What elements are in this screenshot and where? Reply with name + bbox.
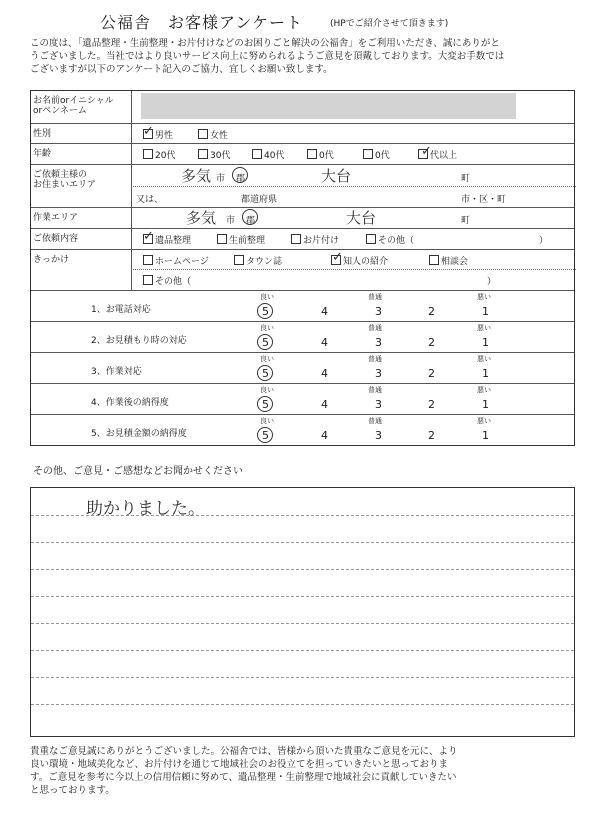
- prefecture-text: 都道府県: [241, 195, 278, 205]
- residence-or-text: 又は、: [136, 195, 164, 205]
- age-option-50s[interactable]: [307, 148, 334, 161]
- residence-city-handwritten: 多気: [181, 167, 212, 185]
- survey-form-table: [30, 90, 575, 446]
- trigger-option-label: 相談会: [441, 257, 469, 267]
- work-area-town-suffix: 町: [461, 216, 471, 226]
- rating-option-1[interactable]: 1: [482, 336, 489, 349]
- residence-label-line: ご依頼主様の: [33, 170, 88, 180]
- rating-question: 5、お見積金額の納得度: [91, 429, 187, 439]
- rating-selected-circle: [257, 427, 273, 443]
- request-label: ご依頼内容: [33, 234, 79, 244]
- trigger-checkbox[interactable]: [143, 275, 153, 285]
- rating-scale-normal: 普通: [368, 293, 382, 301]
- name-label-line: お名前orイニシャル: [33, 96, 114, 106]
- residence-gun-circle: [232, 167, 248, 183]
- rating-scale-good: 良い: [260, 417, 274, 425]
- rating-option-3[interactable]: 3: [375, 367, 382, 380]
- rating-selected-circle: [257, 303, 273, 319]
- request-option-label: 生前整理: [229, 236, 266, 246]
- label-column-divider: [131, 91, 132, 290]
- rating-option-2[interactable]: 2: [428, 398, 435, 411]
- rating-question: 3、作業対応: [91, 367, 142, 377]
- age-option-60s[interactable]: [363, 148, 390, 161]
- rating-question: 4、作業後の納得度: [91, 398, 169, 408]
- name-field-redacted[interactable]: [141, 93, 516, 119]
- closing-line: 貴重なご意見誠にありがとうございました。公福舎では、皆様から頂いた貴重なご意見を元に、より: [30, 746, 458, 757]
- closing-line: す。ご意見を参考に今以上の信用信頼に努めて、遺品整理・生前整理で地域社会に貢献していきたい: [30, 772, 457, 783]
- rating-scale-good: 良い: [260, 293, 274, 301]
- rating-scale-good: 良い: [260, 355, 274, 363]
- rating-option-4[interactable]: 4: [321, 336, 328, 349]
- rating-option-5[interactable]: 5: [262, 429, 269, 442]
- age-checkbox[interactable]: [363, 149, 373, 159]
- rating-scale-normal: 普通: [368, 386, 382, 394]
- rating-row: [31, 385, 574, 414]
- gender-female-option[interactable]: [198, 128, 228, 141]
- residence-town-handwritten: 大台: [321, 167, 352, 185]
- rating-option-4[interactable]: 4: [321, 398, 328, 411]
- rating-option-3[interactable]: 3: [375, 398, 382, 411]
- trigger-checkbox[interactable]: [234, 255, 244, 265]
- trigger-checkbox[interactable]: [143, 255, 153, 265]
- rating-scale-bad: 悪い: [477, 417, 491, 425]
- trigger-other-close: ）: [487, 277, 497, 287]
- opinion-handwritten-text: 助かりました。: [86, 499, 205, 519]
- rating-scale-normal: 普通: [368, 417, 382, 425]
- rating-row: [31, 354, 574, 383]
- rating-question: 2、お見積もり時の対応: [91, 336, 187, 346]
- name-label-line: orペンネーム: [33, 106, 87, 116]
- rating-option-3[interactable]: 3: [375, 305, 382, 318]
- request-option-tidy[interactable]: [291, 233, 339, 246]
- rating-scale-good: 良い: [260, 324, 274, 332]
- rating-row-divider: [31, 414, 574, 415]
- work-area-city-handwritten: 多気: [186, 209, 217, 227]
- intro-text: [30, 37, 590, 76]
- age-option-label: 20代: [155, 151, 176, 161]
- closing-line: 良い環境・地域美化など、お片付けを通じて地域社会のお役立てを担っていきたいと思っておりま: [30, 759, 449, 770]
- residence-city-suffix: 市: [216, 174, 226, 184]
- request-checkbox[interactable]: [291, 234, 301, 244]
- ratings-section: [31, 290, 574, 447]
- residence-label: [33, 170, 96, 190]
- rating-option-3[interactable]: 3: [375, 429, 382, 442]
- work-area-label: 作業エリア: [33, 213, 79, 223]
- work-area-town-handwritten: 大台: [346, 209, 377, 227]
- request-option-label: 遺品整理: [155, 236, 192, 246]
- rating-option-2[interactable]: 2: [428, 336, 435, 349]
- age-checkbox[interactable]: [252, 149, 262, 159]
- rating-scale-bad: 悪い: [477, 324, 491, 332]
- name-label: [33, 96, 114, 116]
- request-check-mark: ✓: [143, 229, 154, 244]
- request-other-close: ）: [539, 236, 549, 246]
- rating-row-divider: [31, 383, 574, 384]
- rating-question: 1、お電話対応: [91, 305, 151, 315]
- age-option-label: 0代: [375, 151, 390, 161]
- city-ward-text: 市・区・町: [461, 195, 507, 205]
- request-option-other[interactable]: [366, 233, 414, 246]
- work-area-gun-text: 郡: [246, 216, 256, 226]
- age-option-20s[interactable]: [143, 148, 175, 161]
- rating-selected-circle: [257, 365, 273, 381]
- residence-town-suffix: 町: [461, 174, 471, 184]
- rating-option-1[interactable]: 1: [482, 367, 489, 380]
- age-check-mark: ✓: [421, 144, 432, 159]
- rating-option-2[interactable]: 2: [428, 429, 435, 442]
- trigger-checkbox[interactable]: [429, 255, 439, 265]
- rating-scale-normal: 普通: [368, 355, 382, 363]
- work-area-gun-circle: [242, 209, 258, 225]
- rating-row: [31, 292, 574, 321]
- trigger-label: きっかけ: [33, 255, 70, 265]
- gender-check-mark: ✓: [143, 124, 154, 139]
- rating-scale-bad: 悪い: [477, 293, 491, 301]
- rating-scale-good: 良い: [260, 386, 274, 394]
- age-option-label: 代以上: [430, 151, 458, 161]
- rating-selected-circle: [257, 334, 273, 350]
- residence-label-line: お住まいエリア: [33, 180, 97, 190]
- rating-option-1[interactable]: 1: [482, 305, 489, 318]
- intro-line: この度は、「遺品整理・生前整理・お片付けなどのお困りごと解決の公福舎」をご利用いただき、誠にありがと: [30, 38, 500, 49]
- age-option-40s[interactable]: [252, 148, 284, 161]
- gender-male-label: 男性: [155, 131, 174, 141]
- trigger-check-mark: ✓: [332, 250, 343, 265]
- rating-option-5[interactable]: 5: [262, 367, 269, 380]
- rating-option-1[interactable]: 1: [482, 429, 489, 442]
- rating-row-divider: [31, 352, 574, 353]
- request-checkbox[interactable]: [217, 234, 227, 244]
- survey-title: 公福舎 お客様アンケート: [100, 13, 304, 32]
- trigger-option-consultation[interactable]: [429, 254, 468, 267]
- closing-text: [30, 745, 590, 797]
- gender-female-label: 女性: [210, 131, 229, 141]
- rating-row: [31, 323, 574, 352]
- age-option-label: 0代: [319, 151, 334, 161]
- age-option-label: 40代: [264, 151, 285, 161]
- rating-option-3[interactable]: 3: [375, 336, 382, 349]
- gender-label: 性別: [33, 129, 52, 139]
- rating-option-2[interactable]: 2: [428, 305, 435, 318]
- age-label: 年齢: [33, 149, 52, 159]
- rating-option-4[interactable]: 4: [321, 305, 328, 318]
- trigger-option-homepage[interactable]: [143, 254, 209, 267]
- request-checkbox[interactable]: [366, 234, 376, 244]
- rating-scale-bad: 悪い: [477, 386, 491, 394]
- opinion-title: その他、ご意見・ご感想などお聞かせください: [33, 466, 243, 477]
- rating-option-5[interactable]: 5: [262, 305, 269, 318]
- age-checkbox[interactable]: [143, 149, 153, 159]
- rating-scale-normal: 普通: [368, 324, 382, 332]
- trigger-other-label: その他（: [155, 277, 192, 287]
- request-option-label: お片付け: [303, 236, 340, 246]
- trigger-option-label: ホームページ: [155, 257, 209, 267]
- rating-option-5[interactable]: 5: [262, 398, 269, 411]
- age-checkbox[interactable]: [307, 149, 317, 159]
- age-option-label: 30代: [210, 151, 231, 161]
- trigger-option-town-magazine[interactable]: [234, 254, 282, 267]
- rating-option-1[interactable]: 1: [482, 398, 489, 411]
- age-option-30s[interactable]: [198, 148, 230, 161]
- rating-option-4[interactable]: 4: [321, 429, 328, 442]
- trigger-option-label: 知人の紹介: [343, 257, 389, 267]
- trigger-option-other[interactable]: [143, 274, 191, 287]
- opinion-box[interactable]: [30, 487, 575, 737]
- rating-option-4[interactable]: 4: [321, 367, 328, 380]
- request-option-pre-life[interactable]: [217, 233, 265, 246]
- request-option-label: その他（: [378, 236, 415, 246]
- rating-option-2[interactable]: 2: [428, 367, 435, 380]
- age-checkbox[interactable]: [198, 149, 208, 159]
- rating-scale-bad: 悪い: [477, 355, 491, 363]
- gender-female-checkbox[interactable]: [198, 129, 208, 139]
- intro-line: ございますが以下のアンケート記入のご協力、宜しくお願い致します。: [30, 64, 333, 75]
- intro-line: うございました。当社ではより良いサービス向上に努められるようご意見を頂戴しております。大変お手数では: [30, 51, 505, 62]
- title-note: (HPでご紹介させて頂きます): [330, 19, 449, 29]
- rating-row: [31, 416, 574, 445]
- trigger-option-label: タウン誌: [246, 257, 283, 267]
- work-area-city-suffix: 市: [226, 216, 236, 226]
- rating-selected-circle: [257, 396, 273, 412]
- rating-option-5[interactable]: 5: [262, 336, 269, 349]
- residence-gun-text: 郡: [236, 174, 246, 184]
- rating-row-divider: [31, 321, 574, 322]
- closing-line: と思っております。: [30, 785, 115, 796]
